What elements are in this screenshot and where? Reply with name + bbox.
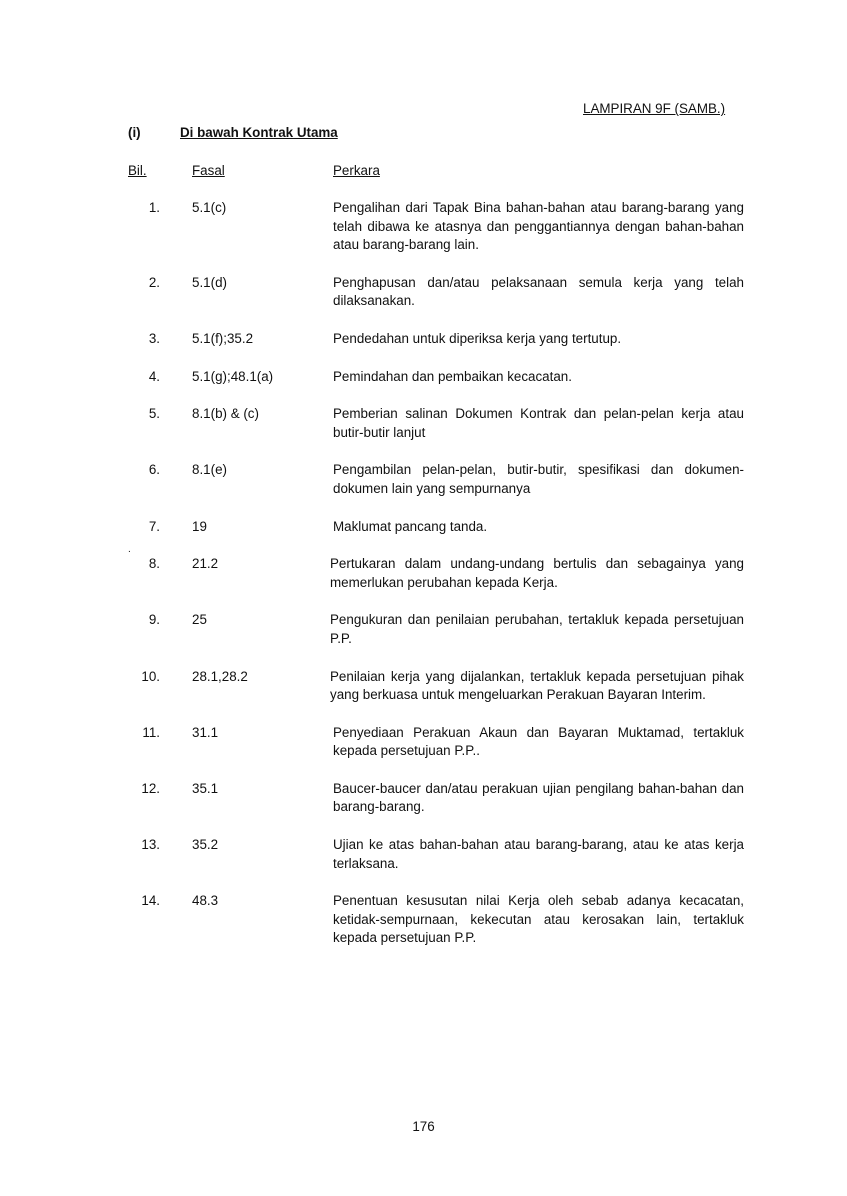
section-title: Di bawah Kontrak Utama xyxy=(180,125,338,140)
row-number: 13. xyxy=(141,837,160,853)
section-number: (i) xyxy=(128,125,141,140)
clause-row xyxy=(0,611,847,648)
row-clause: 5.1(d) xyxy=(192,274,227,290)
row-clause: 35.1 xyxy=(192,780,219,796)
clause-row xyxy=(0,780,847,817)
row-description: Penghapusan dan/atau pelaksanaan semula kerja yang telah dilaksanakan. xyxy=(333,274,744,309)
row-clause: 28.1,28.2 xyxy=(192,668,248,684)
appendix-reference: LAMPIRAN 9F (SAMB.) xyxy=(583,101,726,116)
row-number: 2. xyxy=(148,274,160,290)
column-header-bil: Bil. xyxy=(128,163,147,178)
row-description: Baucer-baucer dan/atau perakuan ujian pengilang bahan-bahan dan barang-barang. xyxy=(333,780,744,815)
row-description: Pertukaran dalam undang-undang bertulis dan sebagainya yang memerlukan perubahan kepada Kerja. xyxy=(330,556,744,590)
row-description: Pengukuran dan penilaian perubahan, tertakluk kepada persetujuan P.P. xyxy=(330,612,744,646)
row-clause: 5.1(g);48.1(a) xyxy=(192,368,274,384)
row-description: Penentuan kesusutan nilai Kerja oleh sebab adanya kecacatan, ketidak-sempurnaan, kekecutan atau kerosakan lain, tertakluk kepada persetujuan P.P. xyxy=(333,893,744,946)
row-clause: 5.1(c) xyxy=(192,200,227,215)
column-header-fasal: Fasal xyxy=(192,163,225,178)
row-number: 9. xyxy=(148,612,160,628)
row-clause: 5.1(f);35.2 xyxy=(192,330,254,346)
row-number: 5. xyxy=(148,406,160,422)
row-number: 6. xyxy=(148,462,160,478)
row-clause: 35.2 xyxy=(192,837,219,853)
row-number: 3. xyxy=(148,330,160,346)
clause-row xyxy=(0,405,847,442)
row-number: 4. xyxy=(148,368,160,384)
row-clause: 8.1(e) xyxy=(192,462,227,478)
row-description: Maklumat pancang tanda. xyxy=(333,518,488,534)
row-description: Ujian ke atas bahan-bahan atau barang-barang, atau ke atas kerja terlaksana. xyxy=(333,837,744,871)
row-number: 12. xyxy=(141,780,160,796)
row-description: Pengambilan pelan-pelan, butir-butir, spesifikasi dan dokumen-dokumen lain yang sempurnanya xyxy=(333,462,744,496)
row-number: 14. xyxy=(141,893,160,909)
clause-row xyxy=(0,555,847,592)
row-number: 10. xyxy=(141,668,160,684)
row-clause: 21.2 xyxy=(192,556,219,572)
column-header-perkara: Perkara xyxy=(333,163,380,178)
clause-row xyxy=(0,668,847,705)
stray-mark: . xyxy=(128,544,131,555)
clause-row xyxy=(0,368,847,387)
clause-list xyxy=(0,199,847,967)
clause-row xyxy=(0,199,847,255)
row-description: Pengalihan dari Tapak Bina bahan-bahan atau barang-barang yang telah dibawa ke atasnya dan penggantiannya dengan bahan-bahan atau barang-barang lain. xyxy=(333,200,744,253)
page-number: 176 xyxy=(412,1119,435,1134)
clause-row xyxy=(0,892,847,948)
clause-row xyxy=(0,274,847,311)
clause-row xyxy=(0,330,847,349)
row-clause: 19 xyxy=(192,518,207,534)
row-description: Pemindahan dan pembaikan kecacatan. xyxy=(333,368,572,384)
clause-row xyxy=(0,724,847,761)
row-number: 7. xyxy=(148,518,160,534)
row-number: 11. xyxy=(142,724,160,740)
row-clause: 31.1 xyxy=(192,724,219,740)
clause-row xyxy=(0,836,847,873)
clause-row xyxy=(0,461,847,498)
row-description: Penyediaan Perakuan Akaun dan Bayaran Muktamad, tertakluk kepada persetujuan P.P.. xyxy=(333,724,744,759)
clause-row xyxy=(0,518,847,537)
row-description: Pemberian salinan Dokumen Kontrak dan pelan-pelan kerja atau butir-butir lanjut xyxy=(333,406,744,440)
row-description: Penilaian kerja yang dijalankan, tertakluk kepada persetujuan pihak yang berkuasa untuk mengeluarkan Perakuan Bayaran Interim. xyxy=(330,668,744,703)
row-clause: 8.1(b) & (c) xyxy=(192,406,259,422)
row-number: 8. xyxy=(148,556,160,572)
row-clause: 48.3 xyxy=(192,893,219,909)
row-number: 1. xyxy=(148,200,160,215)
row-description: Pendedahan untuk diperiksa kerja yang tertutup. xyxy=(333,330,622,346)
row-clause: 25 xyxy=(192,612,207,628)
